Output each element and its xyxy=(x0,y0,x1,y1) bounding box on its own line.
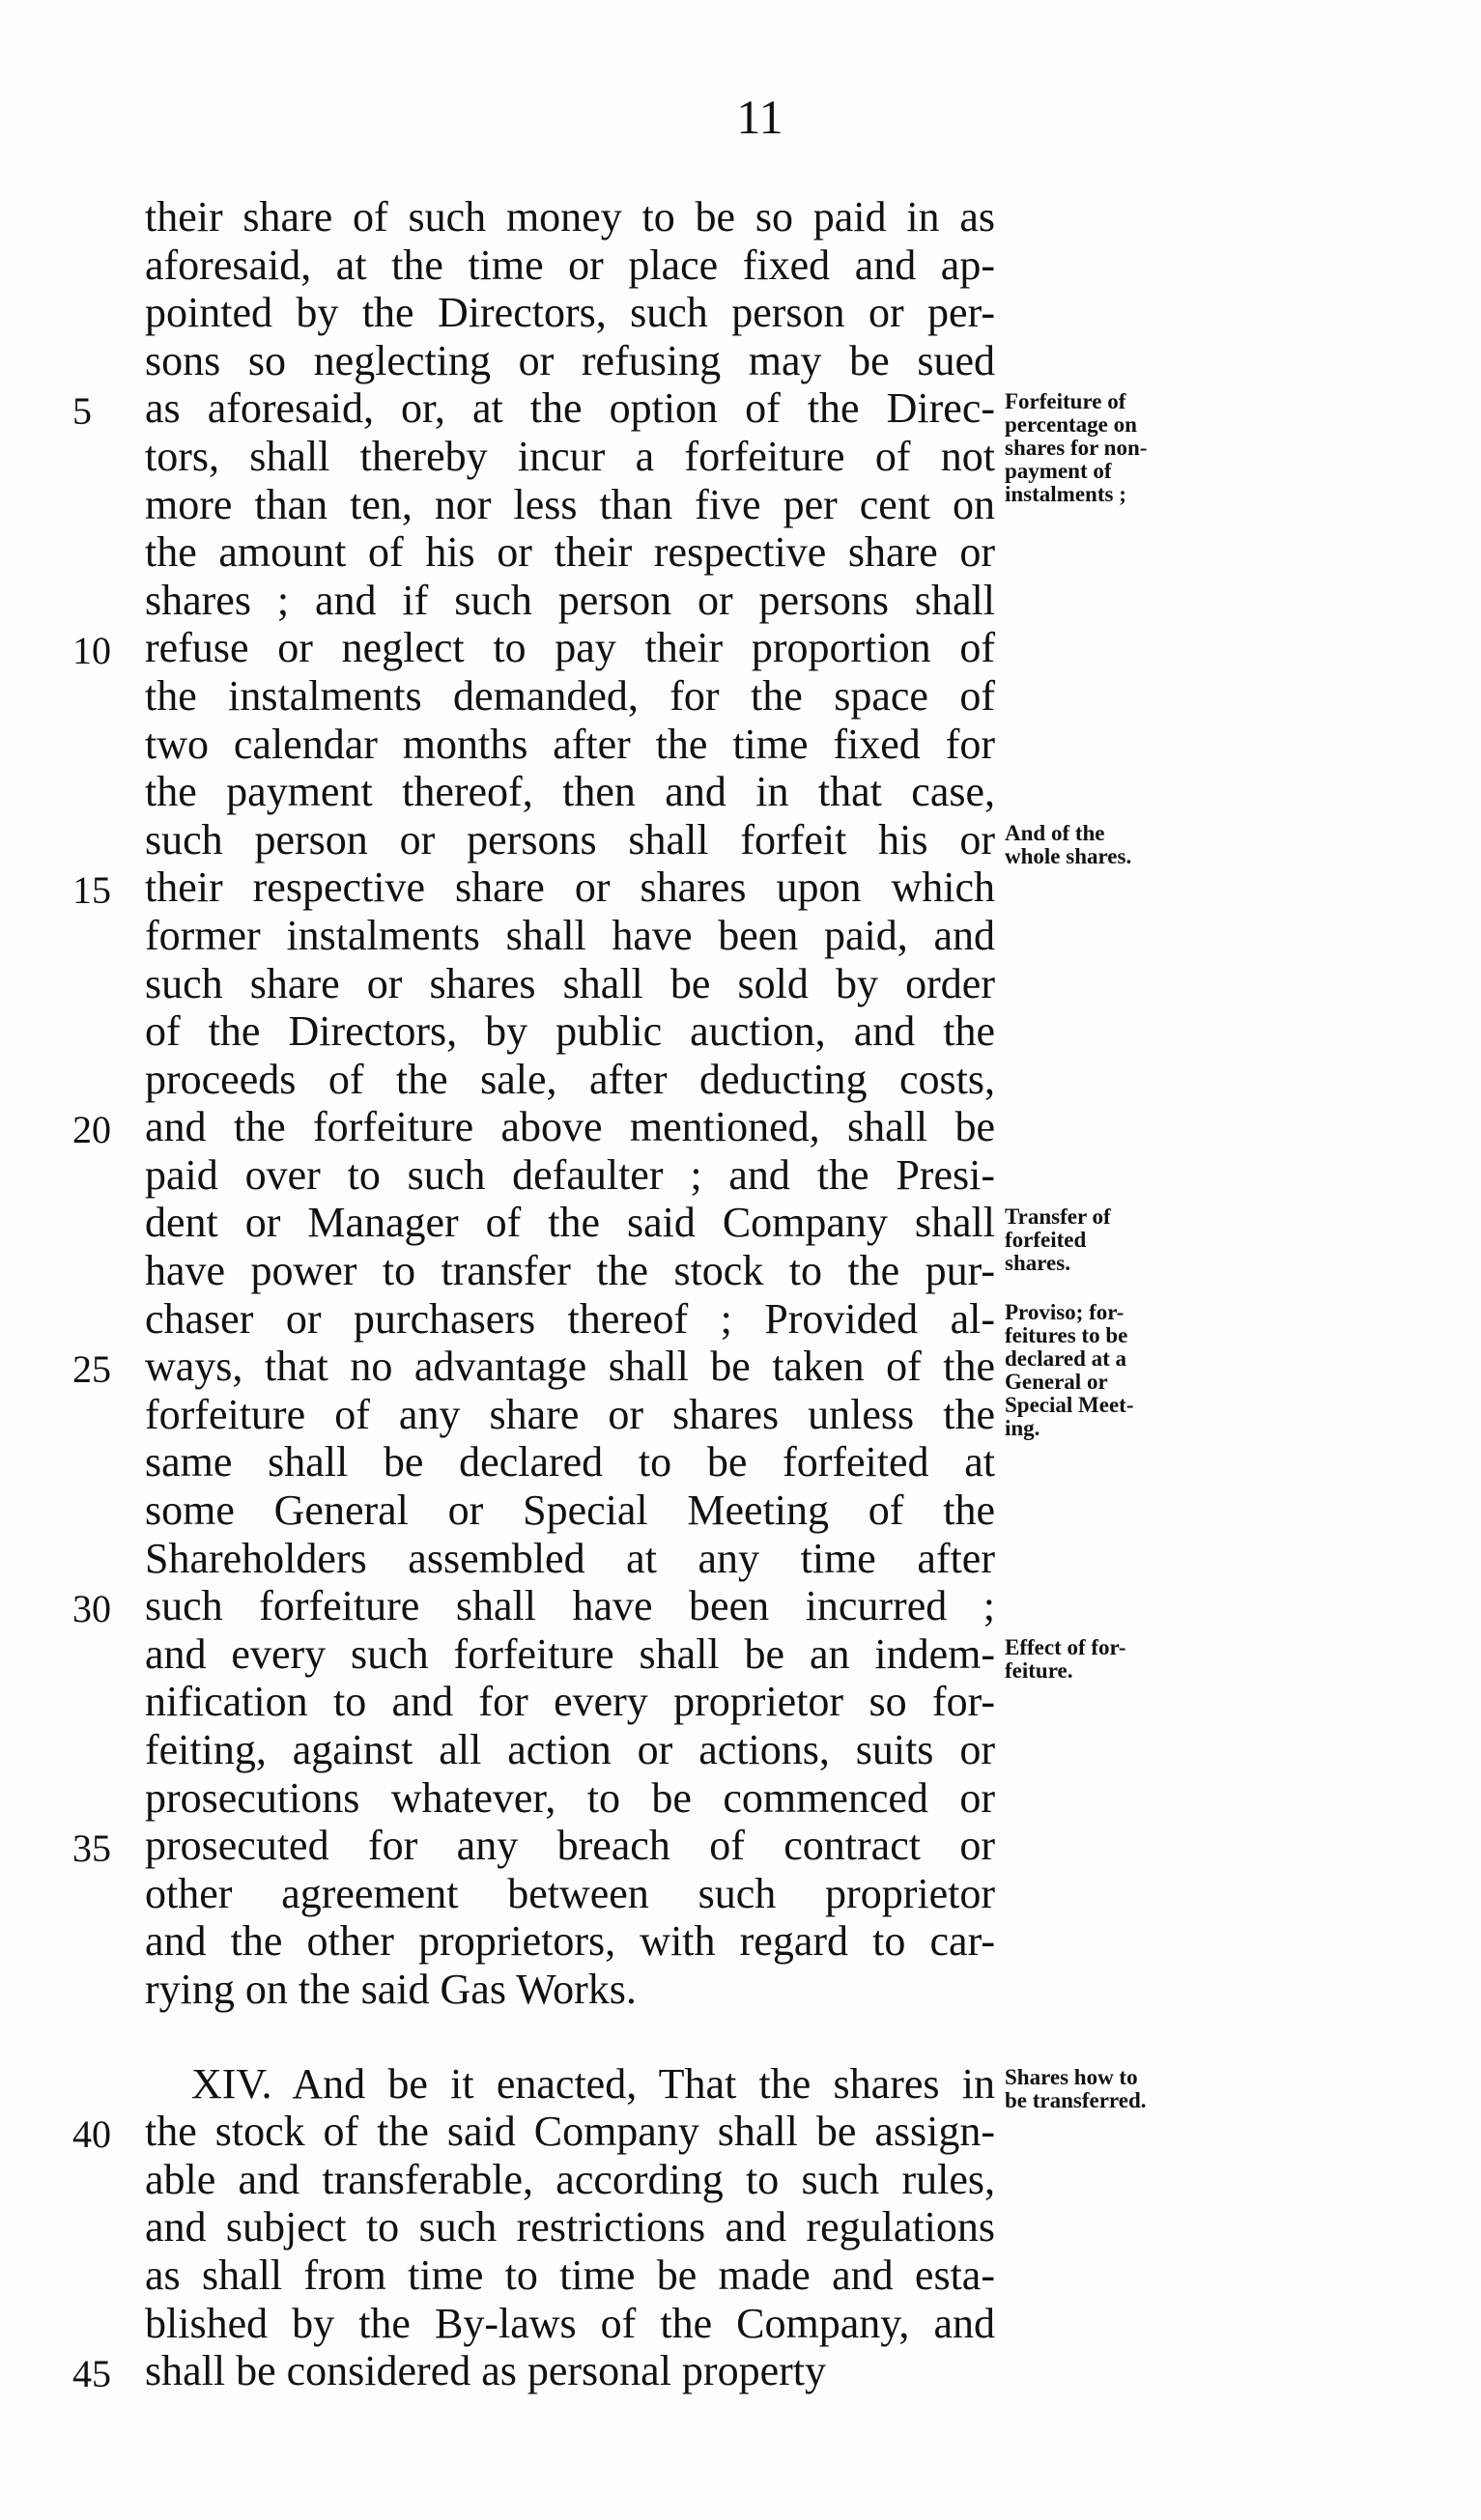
text-line: the amount of his or their respective share or xyxy=(145,528,995,577)
text-line: former instalments shall have been paid, and xyxy=(145,911,995,959)
text-line: refuse or neglect to pay their proportion of xyxy=(145,624,995,672)
text-line: their respective share or shares upon which xyxy=(145,864,995,912)
text-line: more than ten, nor less than five per cent on xyxy=(145,480,995,528)
text-line: shares ; and if such person or persons shall xyxy=(145,576,995,624)
marginal-note xyxy=(1005,2066,1198,2112)
marginal-note xyxy=(1005,1301,1198,1440)
page-number: 11 xyxy=(736,90,783,144)
text-line: the stock of the said Company shall be assign- xyxy=(145,2108,995,2156)
marginal-note-line: Forfeiture of xyxy=(1005,389,1126,414)
marginal-note xyxy=(1005,1205,1198,1275)
text-line: such share or shares shall be sold by order xyxy=(145,959,995,1007)
marginal-note-line: feitures to be xyxy=(1005,1322,1128,1347)
text-line: other agreement between such proprietor xyxy=(145,1869,995,1917)
marginal-note-line: percentage on xyxy=(1005,412,1137,438)
marginal-note-line: forfeited xyxy=(1005,1227,1087,1252)
marginal-note xyxy=(1005,822,1198,868)
text-line: blished by the By-laws of the Company, and xyxy=(145,2299,995,2347)
line-number: 45 xyxy=(72,2352,111,2396)
text-line: pointed by the Directors, such person or per- xyxy=(145,289,995,337)
text-line: sons so neglecting or refusing may be sued xyxy=(145,336,995,384)
text-line: shall be considered as personal property xyxy=(145,2347,826,2395)
marginal-note-line: Shares how to xyxy=(1005,2064,1138,2089)
marginal-note-line: Transfer of xyxy=(1005,1203,1111,1229)
line-number: 25 xyxy=(72,1347,111,1392)
text-line: ways, that no advantage shall be taken of the xyxy=(145,1343,995,1391)
marginal-note-line: Effect of for- xyxy=(1005,1635,1126,1659)
text-line: the payment thereof, then and in that case, xyxy=(145,768,995,816)
text-line: and the forfeiture above mentioned, shall be xyxy=(145,1103,995,1151)
marginal-note-line: Proviso; for- xyxy=(1005,1299,1125,1324)
text-line: nification to and for every proprietor so for- xyxy=(145,1678,995,1726)
body-text xyxy=(145,193,995,2395)
line-number: 10 xyxy=(72,629,111,673)
marginal-note-line: shares. xyxy=(1005,1250,1070,1275)
text-line: prosecutions whatever, to be commenced or xyxy=(145,1773,995,1822)
marginal-note-line: And of the xyxy=(1005,820,1105,845)
text-line: as aforesaid, or, at the option of the Direc- xyxy=(145,384,995,433)
text-line: feiting, against all action or actions, suits or xyxy=(145,1726,995,1773)
line-number: 40 xyxy=(72,2112,111,2157)
text-line: and the other proprietors, with regard to car- xyxy=(145,1917,995,1966)
text-line: tors, shall thereby incur a forfeiture of not xyxy=(145,432,995,480)
marginal-note-line: whole shares. xyxy=(1005,843,1132,868)
marginal-note-line: ing. xyxy=(1005,1415,1040,1440)
text-line: two calendar months after the time fixed for xyxy=(145,720,995,768)
text-line: XIV. And be it enacted, That the shares in xyxy=(191,2059,995,2108)
marginal-note-line: payment of xyxy=(1005,459,1112,484)
text-line: have power to transfer the stock to the pur- xyxy=(145,1247,995,1295)
text-line: same shall be declared to be forfeited at xyxy=(145,1438,995,1487)
text-line: proceeds of the sale, after deducting costs, xyxy=(145,1055,995,1103)
text-line: such forfeiture shall have been incurred ; xyxy=(145,1582,995,1630)
text-line: paid over to such defaulter ; and the Presi- xyxy=(145,1150,995,1199)
line-number: 30 xyxy=(72,1587,111,1631)
text-line: dent or Manager of the said Company shall xyxy=(145,1199,995,1247)
marginal-note-line: be transferred. xyxy=(1005,2087,1147,2112)
text-line: their share of such money to be so paid in as xyxy=(145,193,995,241)
text-line: as shall from time to time be made and esta- xyxy=(145,2251,995,2299)
marginal-note-line: instalments ; xyxy=(1005,482,1126,507)
text-line: aforesaid, at the time or place fixed and ap- xyxy=(145,241,995,289)
marginal-note-line: Special Meet- xyxy=(1005,1392,1134,1417)
text-line: forfeiture of any share or shares unless the xyxy=(145,1390,995,1438)
text-line: rying on the said Gas Works. xyxy=(145,1965,637,2013)
marginal-note-line: feiture. xyxy=(1005,1658,1073,1683)
text-line: chaser or purchasers thereof ; Provided al- xyxy=(145,1294,995,1343)
text-line: of the Directors, by public auction, and the xyxy=(145,1007,995,1056)
text-line: the instalments demanded, for the space of xyxy=(145,671,995,720)
text-line: Shareholders assembled at any time after xyxy=(145,1534,995,1582)
text-line: and every such forfeiture shall be an indem- xyxy=(145,1629,995,1678)
text-line: able and transferable, according to such rules, xyxy=(145,2155,995,2203)
line-number: 35 xyxy=(72,1826,111,1871)
marginal-note-line: shares for non- xyxy=(1005,436,1148,461)
text-line: and subject to such restrictions and regulations xyxy=(145,2203,995,2251)
marginal-note xyxy=(1005,1636,1198,1683)
text-line: some General or Special Meeting of the xyxy=(145,1487,995,1535)
line-number: 15 xyxy=(72,868,111,913)
line-number: 5 xyxy=(72,389,92,434)
marginal-note-line: General or xyxy=(1005,1369,1108,1394)
text-line: prosecuted for any breach of contract or xyxy=(145,1822,995,1870)
line-number: 20 xyxy=(72,1108,111,1152)
marginal-note-line: declared at a xyxy=(1005,1345,1127,1371)
marginal-note xyxy=(1005,390,1198,506)
text-line: such person or persons shall forfeit his or xyxy=(145,815,995,864)
